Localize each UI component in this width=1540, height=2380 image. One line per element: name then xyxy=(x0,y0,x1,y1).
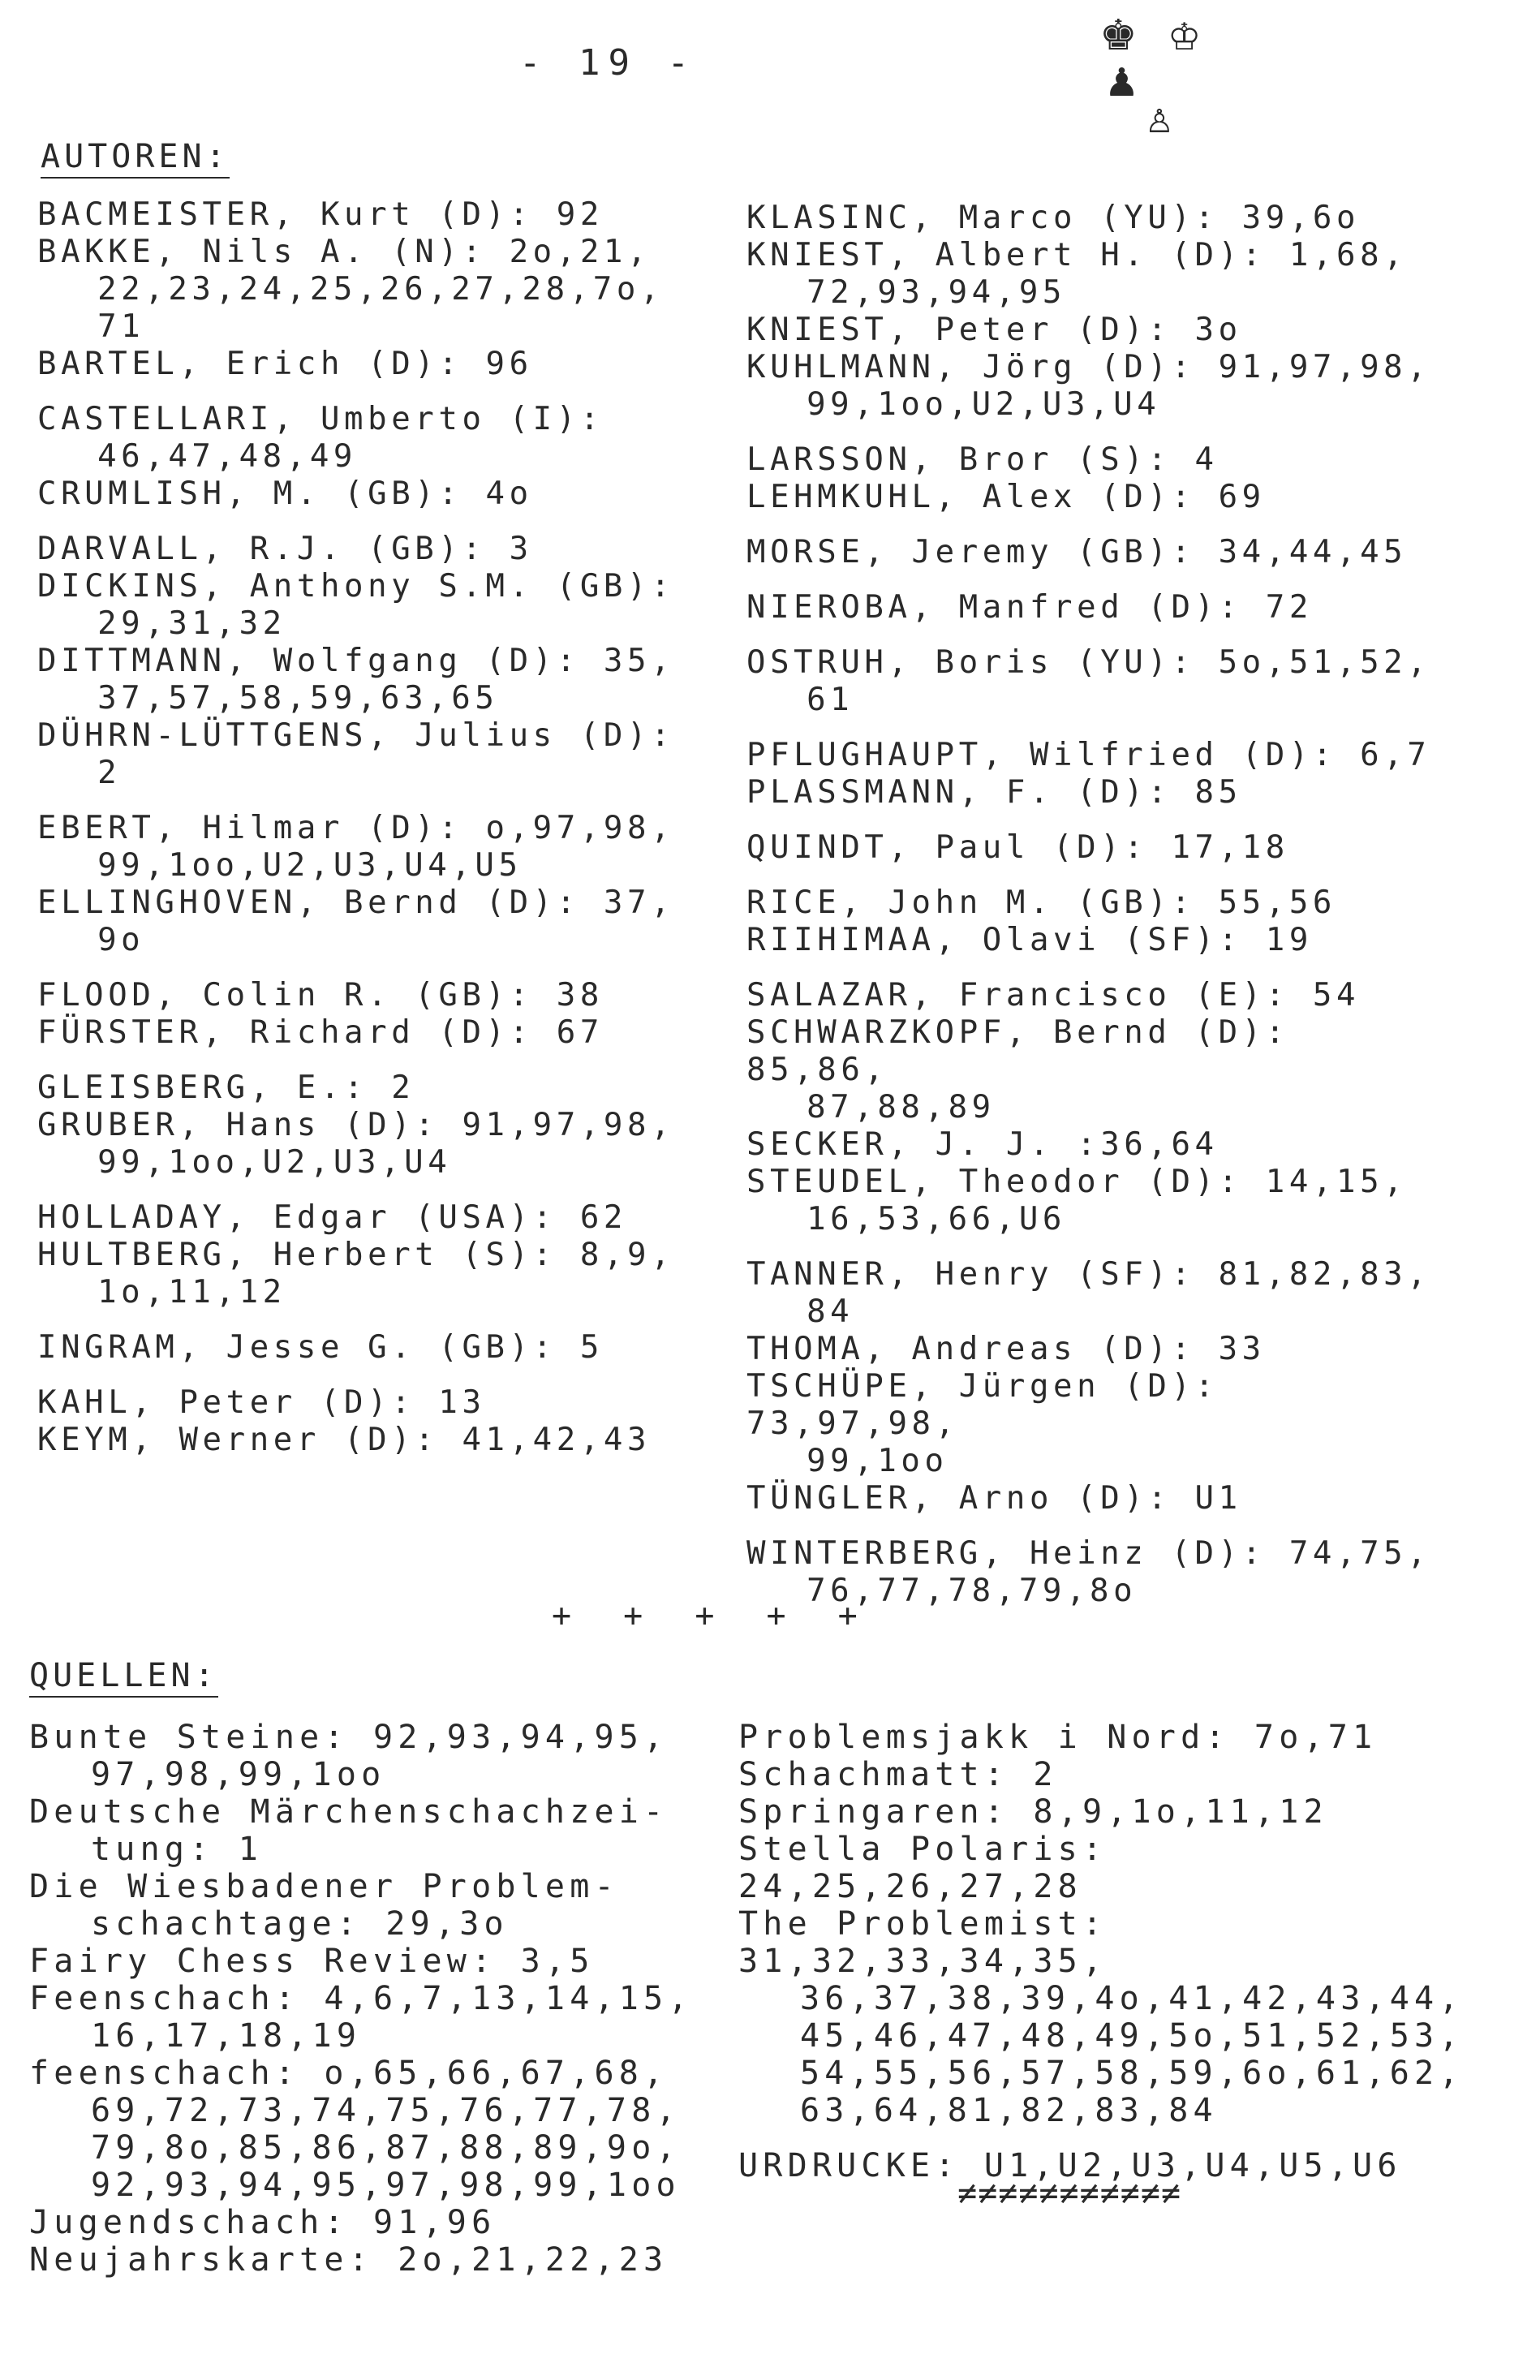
entry-text: OSTRUH, Boris (YU): 5o,51,52, xyxy=(746,644,1431,681)
black-king-icon: ♚ xyxy=(1099,11,1138,60)
entry xyxy=(37,643,735,717)
entry-text: KNIEST, Peter (D): 3o xyxy=(746,312,1242,348)
entry-continuation: 69,72,73,74,75,76,77,78, xyxy=(91,2092,681,2129)
entry xyxy=(746,1480,1444,1517)
entry-text: DÜHRN-LÜTTGENS, Julius (D): xyxy=(37,717,675,754)
entry-text: DITTMANN, Wolfgang (D): 35, xyxy=(37,643,675,679)
entry-text: ELLINGHOVEN, Bernd (D): 37, xyxy=(37,884,675,921)
entry xyxy=(29,2241,727,2279)
entry-text: SCHWARZKOPF, Bernd (D): 85,86, xyxy=(746,1014,1313,1088)
white-pawn-icon: ♙ xyxy=(1145,103,1174,140)
entry xyxy=(746,1014,1444,1126)
separator: + + + + + xyxy=(552,1597,874,1634)
entry-text: BARTEL, Erich (D): 96 xyxy=(37,346,533,382)
entry xyxy=(746,441,1444,479)
entry-text: Die Wiesbadener Problem- xyxy=(29,1868,619,1905)
entry-text: GRUBER, Hans (D): 91,97,98, xyxy=(37,1107,675,1143)
entry-continuation: 37,57,58,59,63,65 xyxy=(97,680,499,717)
entry xyxy=(29,2055,727,2204)
entry-text: TÜNGLER, Arno (D): U1 xyxy=(746,1480,1242,1517)
entry-continuation: 2 xyxy=(97,755,122,791)
entry-continuation: 99,1oo,U2,U3,U4 xyxy=(97,1144,452,1181)
entry-text: Schachmatt: 2 xyxy=(738,1756,1058,1793)
entry xyxy=(738,1719,1436,1756)
entry-text: Jugendschach: 91,96 xyxy=(29,2204,497,2241)
entry-continuation: 76,77,78,79,8o xyxy=(807,1573,1138,1609)
entry-continuation: 71 xyxy=(97,308,145,345)
entry-text: INGRAM, Jesse G. (GB): 5 xyxy=(37,1329,604,1366)
entry-text: HULTBERG, Herbert (S): 8,9, xyxy=(37,1237,675,1273)
entry xyxy=(746,829,1444,867)
sources-left-column xyxy=(29,1719,727,2279)
entry-text: DICKINS, Anthony S.M. (GB): xyxy=(37,568,675,605)
entry xyxy=(738,1831,1436,1905)
entry xyxy=(29,1980,727,2055)
entry-continuation: 99,1oo xyxy=(807,1443,949,1479)
entry-text: Fairy Chess Review: 3,5 xyxy=(29,1943,595,1980)
chess-symbols xyxy=(1099,11,1221,144)
entry xyxy=(746,589,1444,626)
entry xyxy=(37,234,735,346)
entry-text: Bunte Steine: 92,93,94,95, xyxy=(29,1719,669,1756)
entry-text: QUINDT, Paul (D): 17,18 xyxy=(746,829,1289,866)
entry-text: CASTELLARI, Umberto (I): xyxy=(37,401,604,437)
entry xyxy=(746,922,1444,959)
entry-text: EBERT, Hilmar (D): o,97,98, xyxy=(37,810,675,846)
sources-right-column xyxy=(738,1719,1464,2184)
entry-text: HOLLADAY, Edgar (USA): 62 xyxy=(37,1199,627,1236)
entry xyxy=(37,531,735,568)
entry-text: PLASSMANN, F. (D): 85 xyxy=(746,774,1242,811)
entry xyxy=(738,1793,1436,1831)
entry-text: TSCHÜPE, Jürgen (D): 73,97,98, xyxy=(746,1368,1242,1442)
entry xyxy=(37,476,735,513)
entry-continuation: 79,8o,85,86,87,88,89,9o, xyxy=(91,2129,681,2167)
entry xyxy=(29,1868,727,1943)
entry-continuation: 22,23,24,25,26,27,28,7o, xyxy=(97,271,665,308)
entry xyxy=(29,2204,727,2241)
entry xyxy=(746,977,1444,1014)
entry-continuation: schachtage: 29,3o xyxy=(91,1905,509,1943)
entry-continuation: 36,37,38,39,4o,41,42,43,44, xyxy=(800,1980,1464,2017)
entry-text: URDRUCKE: U1,U2,U3,U4,U5,U6 xyxy=(738,2147,1402,2184)
entry xyxy=(746,479,1444,516)
entry-continuation: 16,53,66,U6 xyxy=(807,1201,1066,1237)
page-number: - 19 - xyxy=(519,42,697,84)
entry-text: KUHLMANN, Jörg (D): 91,97,98, xyxy=(746,349,1431,385)
entry-text: KEYM, Werner (D): 41,42,43 xyxy=(37,1422,652,1458)
entry-text: PFLUGHAUPT, Wilfried (D): 6,7 xyxy=(746,737,1431,773)
entry xyxy=(746,1331,1444,1368)
entry-text: DARVALL, R.J. (GB): 3 xyxy=(37,531,533,567)
authors-right-column xyxy=(746,200,1444,1610)
entry xyxy=(37,1384,735,1422)
entry xyxy=(37,1069,735,1107)
entry xyxy=(746,774,1444,811)
entry-text: KLASINC, Marco (YU): 39,6o xyxy=(746,200,1361,236)
entry-continuation: tung: 1 xyxy=(91,1831,263,1868)
entry xyxy=(746,312,1444,349)
entry-text: The Problemist: 31,32,33,34,35, xyxy=(738,1905,1132,1980)
entry-text: STEUDEL, Theodor (D): 14,15, xyxy=(746,1164,1408,1200)
entry-text: FLOOD, Colin R. (GB): 38 xyxy=(37,977,604,1014)
entry-text: KAHL, Peter (D): 13 xyxy=(37,1384,486,1421)
end-mark: ≠≠≠≠≠≠≠≠≠≠≠ xyxy=(957,2175,1181,2212)
black-pawn-icon: ♟ xyxy=(1104,60,1140,105)
entry-text: feenschach: o,65,66,67,68, xyxy=(29,2055,669,2092)
entry xyxy=(37,1014,735,1052)
entry xyxy=(746,1256,1444,1331)
entry-continuation: 72,93,94,95 xyxy=(807,274,1066,311)
authors-left-column xyxy=(37,196,735,1459)
entry-text: TANNER, Henry (SF): 81,82,83, xyxy=(746,1256,1431,1293)
entry xyxy=(29,1719,727,1793)
entry xyxy=(29,1943,727,1980)
entry-continuation: 97,98,99,1oo xyxy=(91,1756,386,1793)
entry xyxy=(29,1793,727,1868)
entry xyxy=(746,644,1444,719)
entry-text: SECKER, J. J. :36,64 xyxy=(746,1126,1219,1163)
entry-text: Springaren: 8,9,1o,11,12 xyxy=(738,1793,1328,1831)
entry-text: WINTERBERG, Heinz (D): 74,75, xyxy=(746,1535,1431,1572)
entry xyxy=(37,1199,735,1237)
entry xyxy=(37,401,735,476)
entry xyxy=(37,568,735,643)
entry-text: BACMEISTER, Kurt (D): 92 xyxy=(37,196,604,233)
entry-continuation: 92,93,94,95,97,98,99,1oo xyxy=(91,2167,681,2204)
entry xyxy=(746,349,1444,424)
entry xyxy=(37,196,735,234)
entry-text: NIEROBA, Manfred (D): 72 xyxy=(746,589,1313,626)
entry xyxy=(738,1756,1436,1793)
entry xyxy=(746,200,1444,237)
entry-continuation: 84 xyxy=(807,1293,854,1330)
entry-text: Neujahrskarte: 2o,21,22,23 xyxy=(29,2241,669,2279)
entry-continuation: 63,64,81,82,83,84 xyxy=(800,2092,1218,2129)
entry-continuation: 1o,11,12 xyxy=(97,1274,286,1311)
entry-text: LARSSON, Bror (S): 4 xyxy=(746,441,1219,478)
entry xyxy=(37,346,735,383)
white-king-icon: ♔ xyxy=(1168,15,1202,58)
entry-text: THOMA, Andreas (D): 33 xyxy=(746,1331,1266,1367)
entry-text: RICE, John M. (GB): 55,56 xyxy=(746,884,1336,921)
entry xyxy=(738,1905,1464,2129)
entry xyxy=(746,1368,1444,1480)
entry-text: Problemsjakk i Nord: 7o,71 xyxy=(738,1719,1378,1756)
entry-text: RIIHIMAA, Olavi (SF): 19 xyxy=(746,922,1313,958)
entry-text: MORSE, Jeremy (GB): 34,44,45 xyxy=(746,534,1408,570)
entry-continuation: 99,1oo,U2,U3,U4 xyxy=(807,386,1161,423)
entry xyxy=(746,534,1444,571)
entry-text: CRUMLISH, M. (GB): 4o xyxy=(37,476,533,512)
entry xyxy=(37,810,735,884)
entry xyxy=(37,1237,735,1311)
entry-text: LEHMKUHL, Alex (D): 69 xyxy=(746,479,1266,515)
entry-continuation: 61 xyxy=(807,682,854,718)
entry-continuation: 99,1oo,U2,U3,U4,U5 xyxy=(97,847,523,884)
entry-continuation: 54,55,56,57,58,59,6o,61,62, xyxy=(800,2055,1464,2092)
entry-text: GLEISBERG, E.: 2 xyxy=(37,1069,415,1106)
entry-text: FÜRSTER, Richard (D): 67 xyxy=(37,1014,604,1051)
entry-continuation: 29,31,32 xyxy=(97,605,286,642)
entry-continuation: 16,17,18,19 xyxy=(91,2017,362,2055)
entry-text: SALAZAR, Francisco (E): 54 xyxy=(746,977,1361,1014)
entry-continuation: 46,47,48,49 xyxy=(97,438,357,475)
entry xyxy=(746,1126,1444,1164)
entry xyxy=(37,884,735,959)
entry xyxy=(37,1422,735,1459)
entry xyxy=(746,884,1444,922)
entry-continuation: 9o xyxy=(97,922,145,958)
entry-continuation: 45,46,47,48,49,5o,51,52,53, xyxy=(800,2017,1464,2055)
entry xyxy=(746,737,1444,774)
entry-text: BAKKE, Nils A. (N): 2o,21, xyxy=(37,234,652,270)
entry-text: Feenschach: 4,6,7,13,14,15, xyxy=(29,1980,693,2017)
entry-text: KNIEST, Albert H. (D): 1,68, xyxy=(746,237,1408,273)
entry xyxy=(37,1329,735,1366)
entry-text: Stella Polaris: 24,25,26,27,28 xyxy=(738,1831,1132,1905)
entry xyxy=(37,1107,735,1181)
authors-heading: AUTOREN: xyxy=(41,138,230,175)
entry xyxy=(746,1164,1444,1238)
entry-text: Deutsche Märchenschachzei- xyxy=(29,1793,669,1831)
entry xyxy=(37,717,735,792)
entry xyxy=(746,237,1444,312)
entry xyxy=(37,977,735,1014)
sources-heading: QUELLEN: xyxy=(29,1657,218,1694)
entry-continuation: 87,88,89 xyxy=(807,1089,996,1125)
